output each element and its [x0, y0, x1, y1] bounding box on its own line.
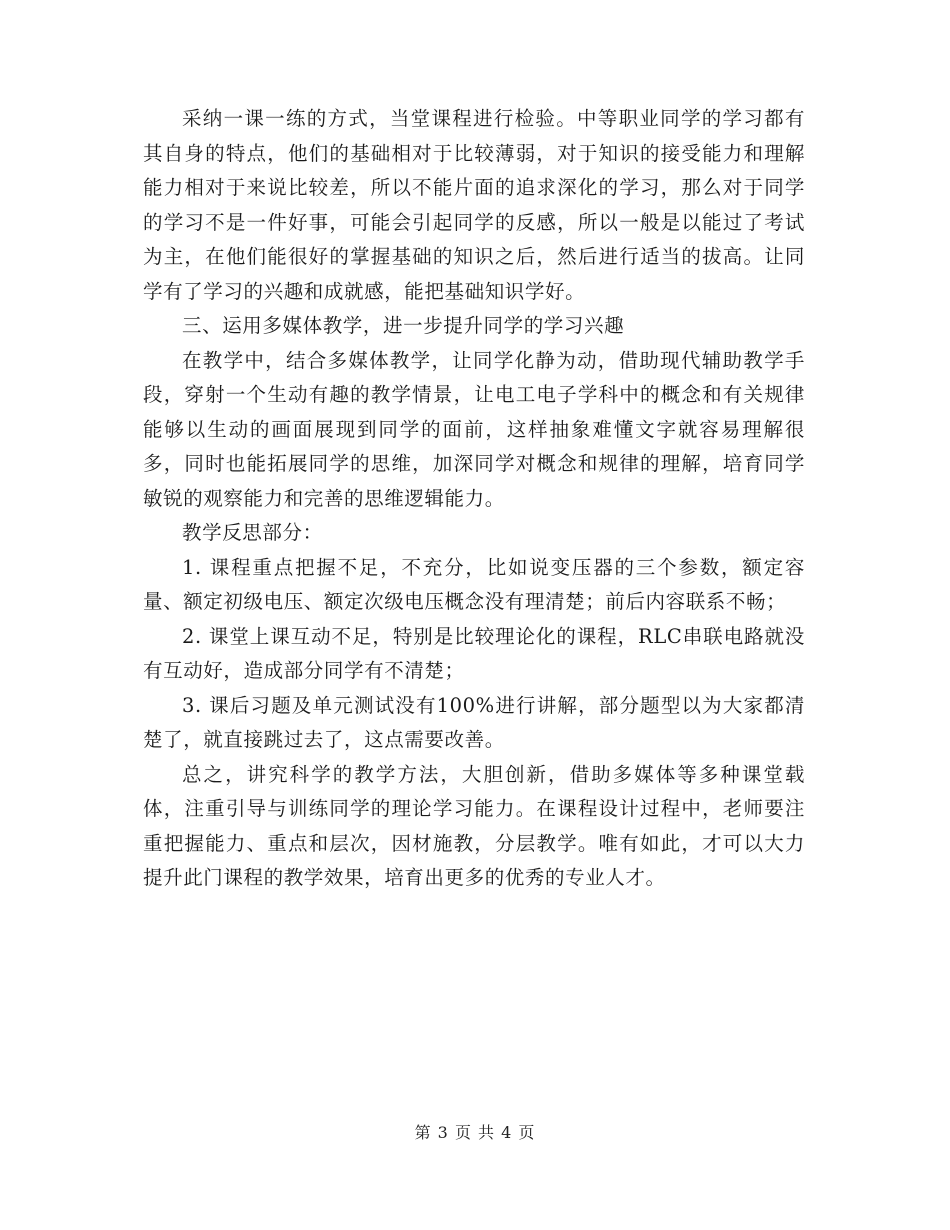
- reflection-item-3: 3. 课后习题及单元测试没有100%进行讲解，部分题型以为大家都清楚了，就直接跳过去了，这点需要改善。: [143, 693, 805, 751]
- reflection-item-2: 2. 课堂上课互动不足，特别是比较理论化的课程，RLC串联电路就没有互动好，造成部分同学有不清楚；: [143, 624, 805, 682]
- paragraph-conclusion: 总之，讲究科学的教学方法，大胆创新，借助多媒体等多种课堂载体，注重引导与训练同学的理论学习能力。在课程设计过程中，老师要注重把握能力、重点和层次，因材施教，分层教学。唯有如此，才可以大力提升此门课程的教学效果，培育出更多的优秀的专业人才。: [143, 762, 805, 889]
- reflection-item-1: 1. 课程重点把握不足，不充分，比如说变压器的三个参数，额定容量、额定初级电压、额定次级电压概念没有理清楚；前后内容联系不畅；: [143, 555, 805, 613]
- page-number: 第 3 页 共 4 页: [414, 1123, 536, 1142]
- paragraph-multimedia: 在教学中，结合多媒体教学，让同学化静为动，借助现代辅助教学手段，穿射一个生动有趣的教学情景，让电工电子学科中的概念和有关规律能够以生动的画面展现到同学的面前，这样抽象难懂文字就容易理解很多，同时也能拓展同学的思维，加深同学对概念和规律的理解，培育同学敏锐的观察能力和完善的思维逻辑能力。: [143, 348, 805, 510]
- paragraph-continuation: 采纳一课一练的方式，当堂课程进行检验。中等职业同学的学习都有其自身的特点，他们的基础相对于比较薄弱，对于知识的接受能力和理解能力相对于来说比较差，所以不能片面的追求深化的学习，那么对于同学的学习不是一件好事，可能会引起同学的反感，所以一般是以能过了考试为主，在他们能很好的掌握基础的知识之后，然后进行适当的拔高。让同学有了学习的兴趣和成就感，能把基础知识学好。: [143, 107, 805, 303]
- section-heading-multimedia: 三、运用多媒体教学，进一步提升同学的学习兴趣: [182, 314, 625, 337]
- document-body: [143, 102, 805, 896]
- section-heading-reflection: 教学反思部分：: [182, 521, 323, 544]
